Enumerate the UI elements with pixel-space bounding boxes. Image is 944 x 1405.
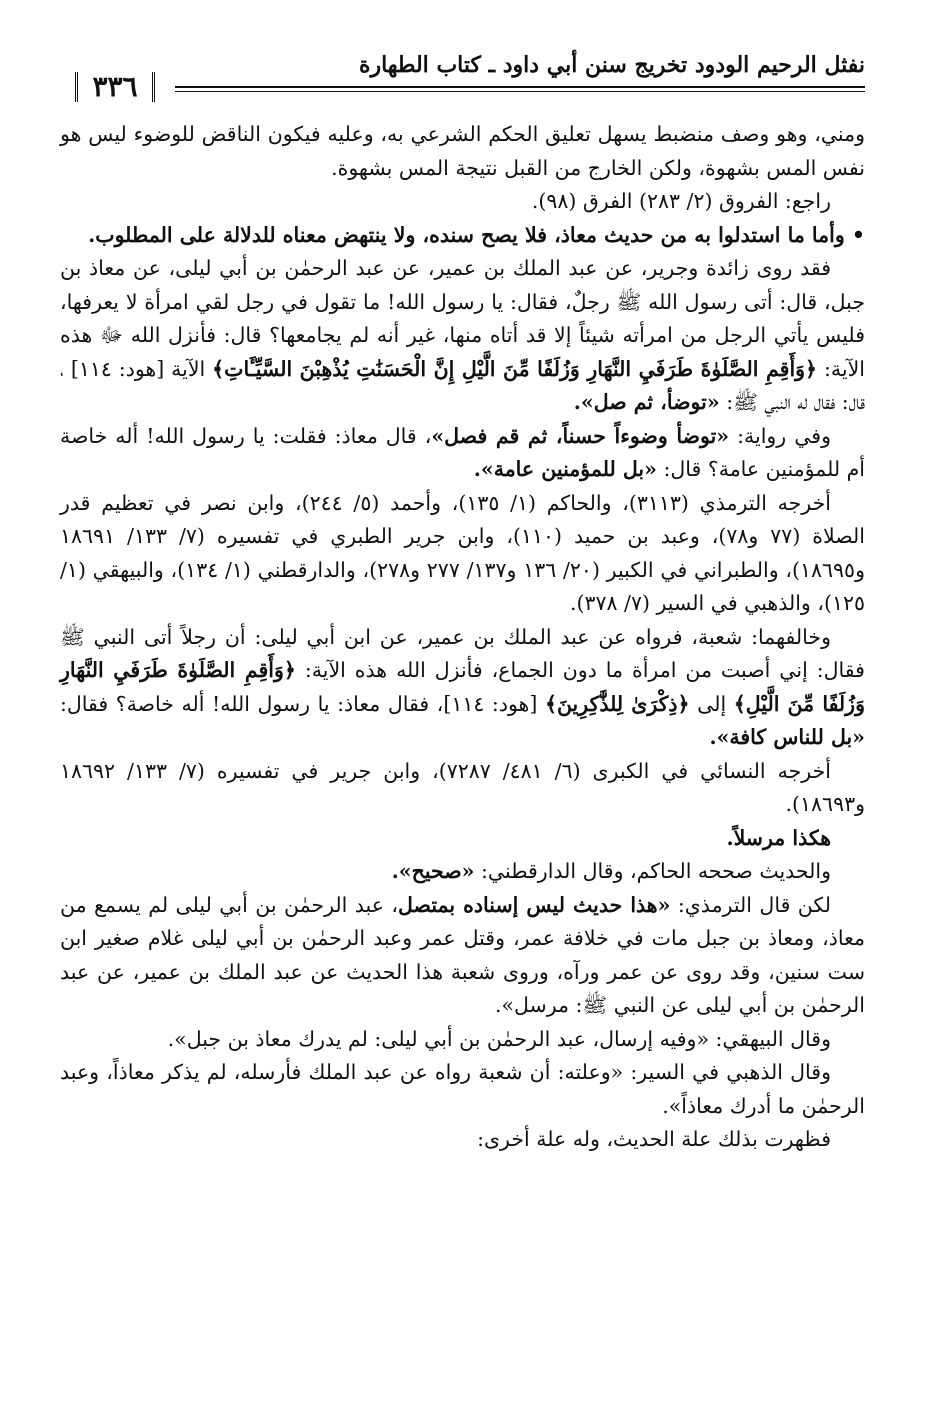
- paragraph: فظهرت بذلك علة الحديث، وله علة أخرى:: [477, 1127, 831, 1151]
- quran-verse: ﴿ذِكْرَىٰ لِلذَّٰكِرِينَ﴾: [544, 691, 690, 716]
- bullet-heading: • وأما ما استدلوا به من حديث معاذ، فلا يصح سنده، ولا ينتهض معناه للدلالة على المطلوب.: [88, 222, 865, 247]
- text-run: الآية [هود: ١١٤] ، قال: فقال له النبي ﷺ:: [60, 356, 865, 414]
- paragraph: ومني، وهو وصف منضبط يسهل تعليق الحكم الشرعي به، وعليه فيكون الناقض للوضوء ليس هو نفس المس بشهوة، ولكن الخارج من القبل نتيجة المس بشهوة.: [60, 122, 865, 180]
- page-header: [55, 50, 865, 110]
- text-run: ، قال معاذ: فقلت: يا رسول الله! أله خاصة أم للمؤمنين عامة؟ قال:: [60, 423, 865, 481]
- paragraph: راجع: الفروق (٢/ ٢٨٣) الفرق (٩٨).: [531, 189, 831, 213]
- hadith-quote: «هذا حديث ليس إسناده بمتصل: [398, 892, 671, 917]
- text-run: ، عبد الرحمٰن بن أبي ليلى لم يسمع من معاذ، ومعاذ بن جبل مات في خلافة عمر، وقتل عمر وعبد الرحمٰن بن أبي ليلى غلام صغير ابن ست سنين، وقد روى عن عمر ورآه، وروى شعبة هذا الحديث عن عبد الملك بن عمير، عن عبد الرحمٰن بن أبي ليلى عن النبي ﷺ: مرسل».: [60, 892, 865, 1017]
- hadith-quote: «توضأ، ثم صل».: [573, 390, 720, 414]
- paragraph: أخرجه الترمذي (٣١١٣)، والحاكم (١/ ١٣٥)، وأحمد (٥/ ٢٤٤)، وابن نصر في تعظيم قدر الصلاة (٧٧ و٧٨)، وعبد بن حميد (١١٠)، وابن جرير الطبري في تفسيره (٧/ ١٣٣/ ١٨٦٩١ و١٨٦٩٥)، والطبراني في الكبير (٢٠/ ١٣٦ و١٣٧/ ٢٧٧ و٢٧٨)، والدارقطني (١/ ١٣٤)، والبيهقي (١/ ١٢٥)، والذهبي في السير (٧/ ٣٧٨).: [60, 490, 865, 615]
- text-run: إلى: [697, 691, 727, 716]
- subheading: هكذا مرسلاً.: [726, 825, 831, 850]
- hadith-quote: «صحيح».: [391, 859, 475, 883]
- text-run: لكن قال الترمذي:: [677, 892, 831, 917]
- paragraph: وقال البيهقي: «وفيه إرسال، عبد الرحمٰن بن أبي ليلى: لم يدرك معاذ بن جبل».: [167, 1026, 831, 1051]
- hadith-quote: «بل للمؤمنين عامة».: [473, 457, 657, 481]
- header-rule: [55, 86, 865, 92]
- page-number-frame: [55, 68, 175, 106]
- text-run: وخالفهما: شعبة، فرواه عن عبد الملك بن عمير، عن ابن أبي ليلى: أن رجلاً أتى النبي ﷺ فقال: إني أصبت من امرأة ما دون الجماع، فأنزل الله هذه الآية:: [60, 624, 865, 682]
- quran-verse: ﴿وَأَقِمِ الصَّلَوٰةَ طَرَفَيِ النَّهَارِ وَزُلَفًا مِّنَ الَّيْلِ إِنَّ الْحَسَنَٰتِ يُذْهِبْنَ السَّيِّـَٔاتِ﴾: [212, 356, 818, 381]
- text-run: فقد روى زائدة وجرير، عن عبد الملك بن عمير، عن عبد الرحمٰن بن أبي ليلى، عن معاذ بن جبل، قال: أتى رسول الله ﷺ رجلٌ، فقال: يا رسول الله! ما تقول في رجل لقي امرأة لا يعرفها، فليس يأتي الرجل من امرأته شيئاً إلا قد أتاه منها، غير أنه لم يجامعها؟ قال: فأنزل الله ﷻ هذه الآية:: [60, 256, 865, 381]
- text-run: والحديث صححه الحاكم، وقال الدارقطني:: [481, 859, 831, 883]
- page-number: ٣٣٦: [75, 72, 154, 102]
- paragraph: [60, 889, 865, 1023]
- paragraph: وقال الذهبي في السير: «وعلته: أن شعبة رواه عن عبد الملك فأرسله، لم يذكر معاذاً، وعبد الرحمٰن ما أدرك معاذاً».: [60, 1060, 865, 1118]
- hadith-quote: «توضأ وضوءاً حسناً، ثم قم فصل»: [431, 423, 730, 448]
- hadith-quote: «بل للناس كافة».: [709, 725, 865, 749]
- text-run: [هود: ١١٤]، فقال معاذ: يا رسول الله! أله خاصة؟ فقال:: [60, 691, 538, 716]
- text-run: وفي رواية:: [737, 423, 831, 448]
- paragraph: [60, 420, 865, 487]
- paragraph: أخرجه النسائي في الكبرى (٦/ ٤٨١/ ٧٢٨٧)، وابن جرير في تفسيره (٧/ ١٣٣/ ١٨٦٩٢ و١٨٦٩٣).: [60, 758, 865, 816]
- running-title: نفثل الرحيم الودود تخريج سنن أبي داود ـ كتاب الطهارة: [358, 52, 865, 78]
- paragraph: [60, 252, 865, 420]
- paragraph: [60, 621, 865, 755]
- paragraph: [60, 855, 865, 889]
- page-body: [60, 118, 865, 1157]
- quran-verse: ﴿وَأَقِمِ الصَّلَوٰةَ طَرَفَيِ النَّهَارِ وَزُلَفًا مِّنَ الَّيْلِ﴾: [60, 658, 865, 716]
